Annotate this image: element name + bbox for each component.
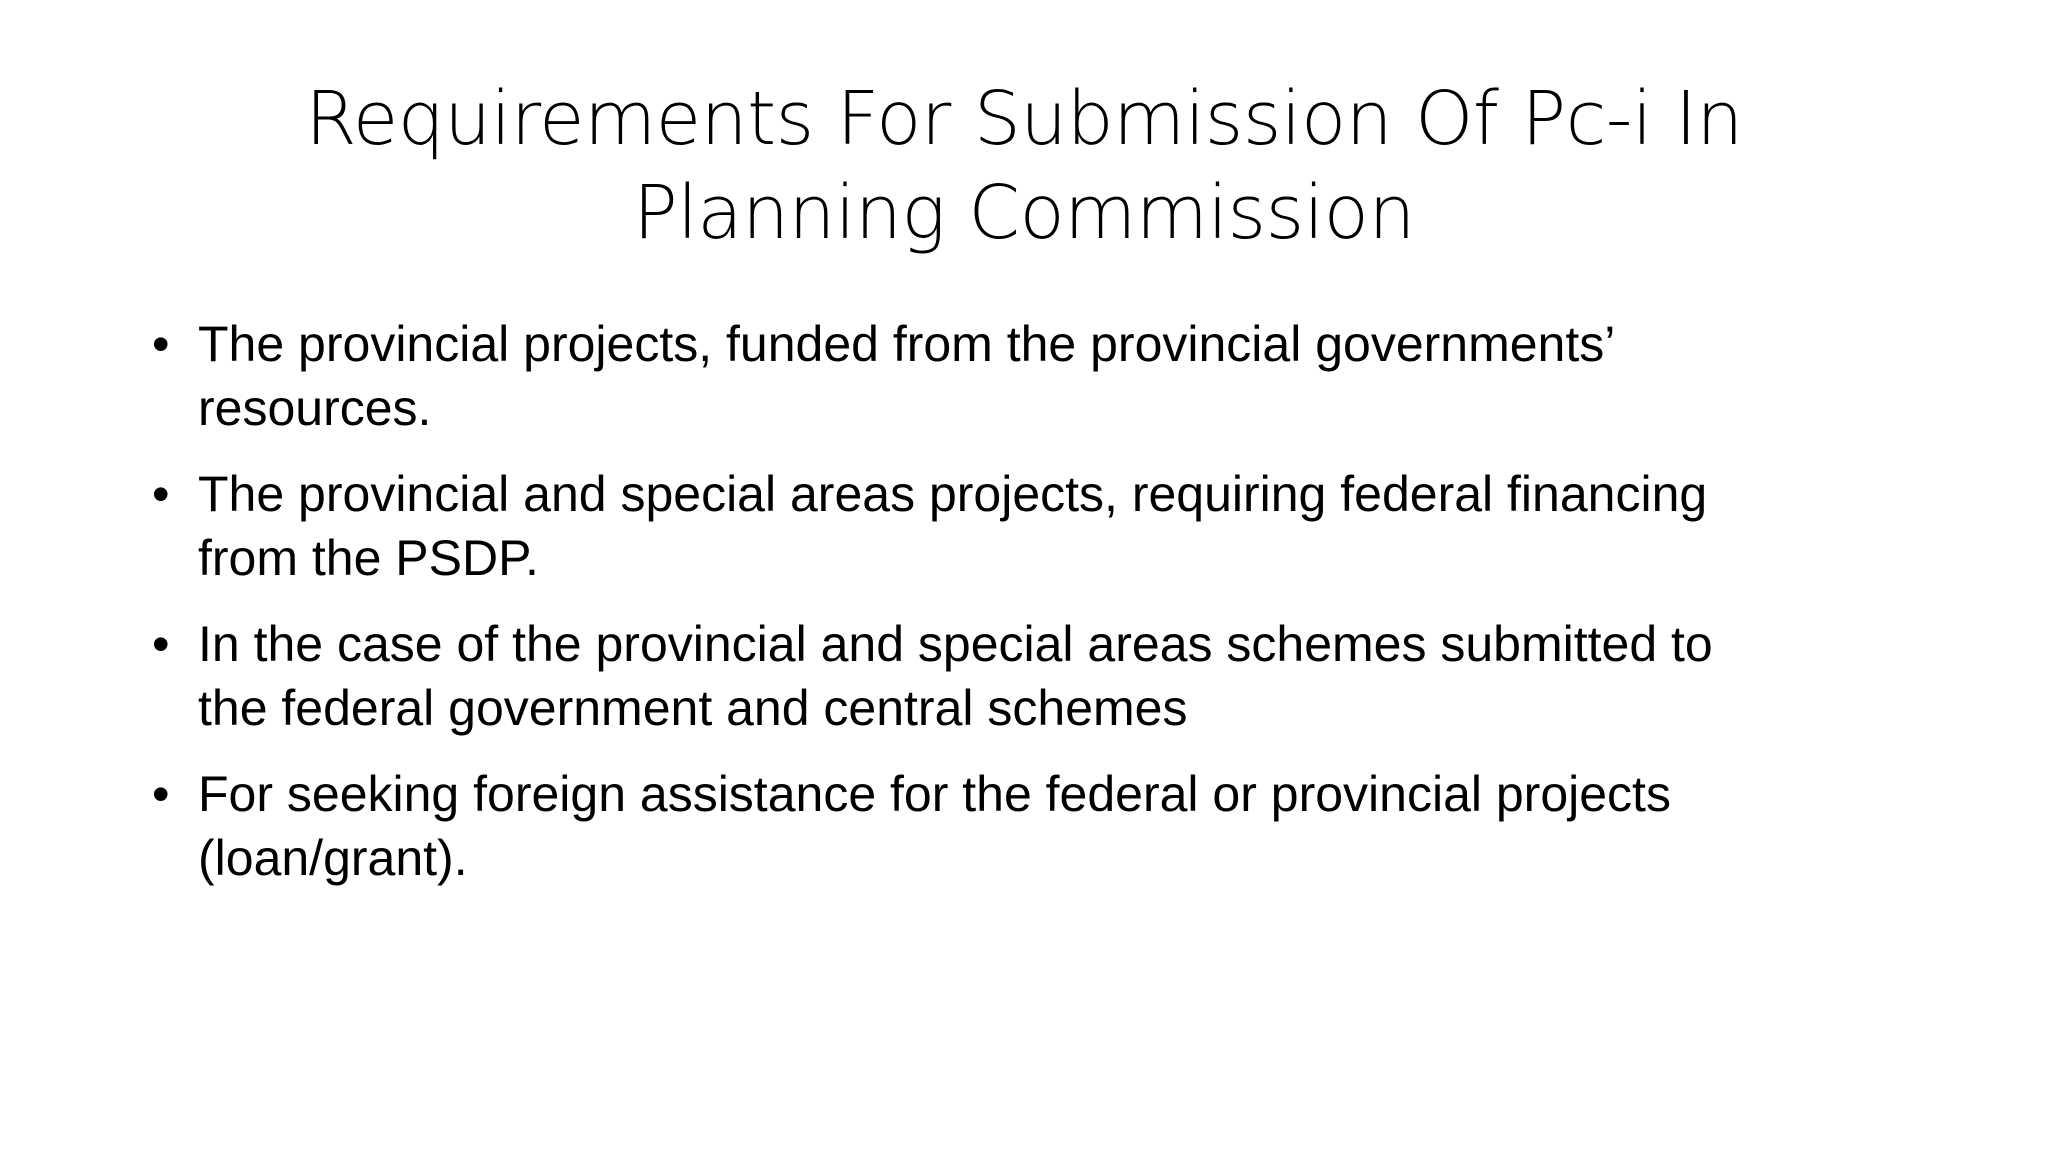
- bullet-icon: •: [152, 766, 170, 822]
- bullet-line: from the PSDP.: [198, 530, 539, 586]
- bullet-icon: •: [152, 316, 170, 372]
- bullet-list: [152, 312, 1912, 912]
- bullet-line: The provincial and special areas projects, requiring federal financing: [198, 466, 1708, 522]
- bullet-text: [198, 612, 1912, 740]
- bullet-item: [152, 312, 1912, 440]
- bullet-text: [198, 462, 1912, 590]
- slide-title-line: Planning Commission: [633, 170, 1415, 256]
- bullet-line: The provincial projects, funded from the provincial governments’: [198, 316, 1616, 372]
- bullet-line: In the case of the provincial and special areas schemes submitted to: [198, 616, 1713, 672]
- bullet-line: the federal government and central schemes: [198, 680, 1188, 736]
- bullet-text: [198, 312, 1912, 440]
- bullet-icon: •: [152, 616, 170, 672]
- bullet-line: For seeking foreign assistance for the federal or provincial projects: [198, 766, 1671, 822]
- bullet-text: [198, 762, 1912, 890]
- bullet-item: [152, 612, 1912, 740]
- slide-title: [140, 72, 1908, 260]
- bullet-item: [152, 462, 1912, 590]
- bullet-icon: •: [152, 466, 170, 522]
- bullet-line: resources.: [198, 380, 432, 436]
- slide-title-line: Requirements For Submission Of Pc-i In: [305, 76, 1743, 162]
- bullet-line: (loan/grant).: [198, 830, 468, 886]
- bullet-item: [152, 762, 1912, 890]
